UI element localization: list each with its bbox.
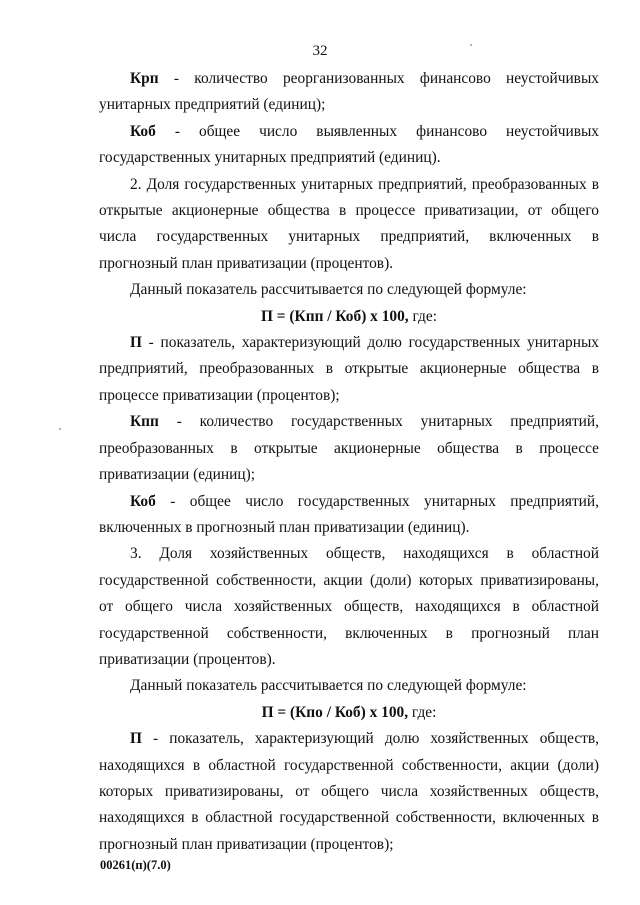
document-body xyxy=(99,66,599,858)
document-code: 00261(п)(7.0) xyxy=(100,858,171,872)
indicator-item-3: 3. Доля хозяйственных обществ, находящихся в областной государственной собственности, акции (доли) которых приватизированы, от общего числа хозяйственных обществ, находящихся в областной государственной собственности, включенных в прогнозный план приватизации (процентов). xyxy=(99,545,599,668)
scan-speck xyxy=(59,428,61,430)
term-p: П xyxy=(130,730,142,748)
definition-text: - общее число государственных унитарных предприятий, включенных в прогнозный план приватизации (единиц). xyxy=(99,492,599,536)
term-kpp: Кпп xyxy=(130,413,159,431)
formula-line xyxy=(99,304,599,330)
definition-text: - показатель, характеризующий долю хозяйственных обществ, находящихся в областной государственной собственности, акции (доли) которых приватизированы, от общего числа хозяйственных обществ, находящихся в областной государственной собственности, включенных в прогнозный план приватизации (процентов); xyxy=(99,730,599,853)
formula-line xyxy=(99,700,599,726)
definition-kob xyxy=(99,489,599,542)
formula-tail: где: xyxy=(408,703,437,721)
definition-text: - показатель, характеризующий долю государственных унитарных предприятий, преобразованных в открытые акционерные общества в процессе приватизации (процентов); xyxy=(99,334,599,404)
formula-intro: Данный показатель рассчитывается по следующей формуле: xyxy=(130,677,527,695)
definition-p xyxy=(99,330,599,409)
definition-kob xyxy=(99,119,599,172)
indicator-item-2: 2. Доля государственных унитарных предприятий, преобразованных в открытые акционерные общества в процессе приватизации, от общего числа государственных унитарных предприятий, включенных в прогнозный план приватизации (процентов). xyxy=(99,175,599,272)
definition-text: - количество государственных унитарных предприятий, преобразованных в открытые акционерные общества в процессе приватизации (единиц); xyxy=(99,413,599,484)
term-kob: Коб xyxy=(130,122,156,140)
term-p: П xyxy=(130,334,142,352)
definition-text: - количество реорганизованных финансово неустойчивых унитарных предприятий (единиц); xyxy=(99,70,599,114)
scan-speck xyxy=(470,44,472,46)
formula-expression: П = (Кпп / Коб) х 100, xyxy=(260,307,409,325)
definition-p xyxy=(99,726,599,858)
term-kob: Коб xyxy=(130,492,156,510)
page-number: 32 xyxy=(312,43,328,59)
formula-tail: где: xyxy=(408,307,437,325)
definition-text: - общее число выявленных финансово неустойчивых государственных унитарных предприятий (единиц). xyxy=(99,122,599,167)
formula-intro: Данный показатель рассчитывается по следующей формуле: xyxy=(130,281,527,299)
definition-krp xyxy=(99,66,599,119)
term-krp: Крп xyxy=(130,70,159,87)
definition-kpp xyxy=(99,409,599,488)
formula-expression: П = (Кпо / Коб) х 100, xyxy=(261,703,409,721)
